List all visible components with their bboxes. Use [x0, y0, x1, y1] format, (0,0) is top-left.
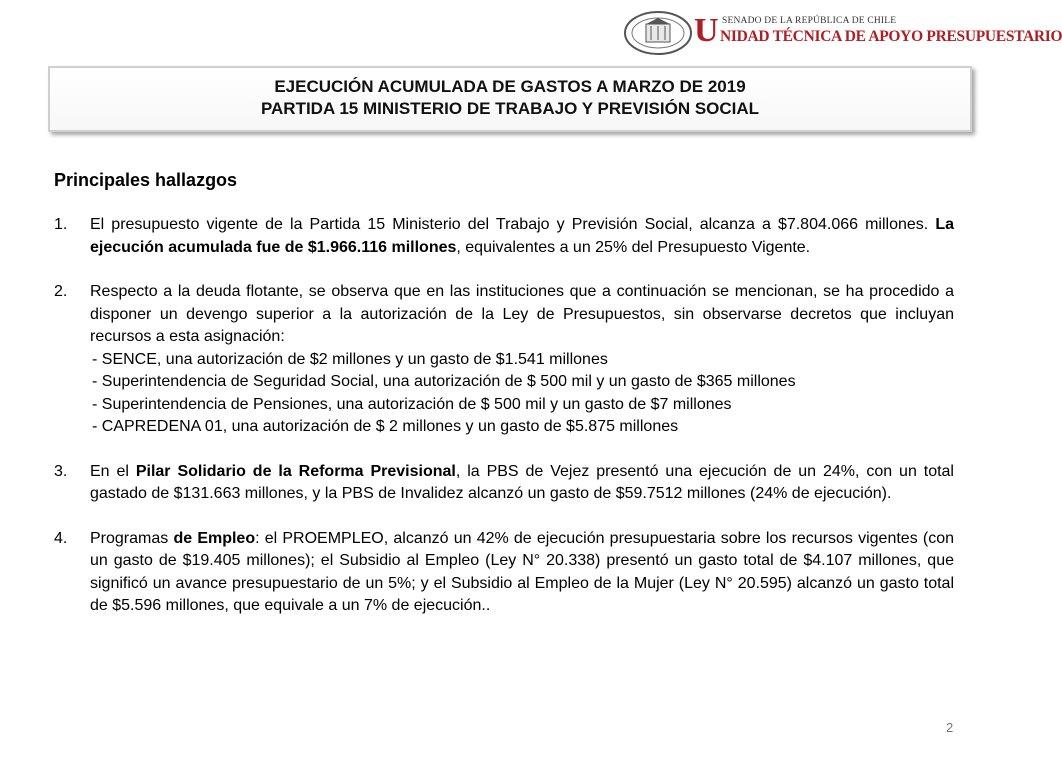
logo-initial: U — [694, 12, 719, 49]
item-text: El presupuesto vigente de la Partida 15 Ministerio del Trabajo y Previsión Social, alcanza a $7.804.066 millones. — [90, 216, 936, 233]
item-text: , equivalentes a un 25% del Presupuesto Vigente. — [456, 238, 811, 256]
finding-item-2 — [54, 281, 954, 439]
section-heading: Principales hallazgos — [54, 170, 238, 190]
senate-seal-icon — [622, 10, 694, 56]
title-line-1: EJECUCIÓN ACUMULADA DE GASTOS A MARZO DE 2019 — [274, 77, 746, 96]
item-bold-text: de Empleo — [173, 529, 256, 547]
findings-content — [54, 168, 954, 640]
logo-bottom-text: NIDAD TÉCNICA DE APOYO PRESUPUESTARIO — [720, 28, 1062, 45]
item-bold-text: Pilar Solidario de la Reforma Previsional — [135, 462, 456, 480]
item-number: 1. — [54, 216, 68, 233]
logo-top-text: SENADO DE LA REPÚBLICA DE CHILE — [722, 16, 897, 26]
sub-item: - Superintendencia de Seguridad Social, una autorización de $ 500 mil y un gasto de $365 millones — [92, 373, 796, 390]
item-text: , la PBS de Vejez presentó una ejecución de un 24%, con un total gastado de $131.663 millones, y la PBS de Invalidez alcanzó un gasto de $59.7512 millones (24% de ejecución). — [90, 462, 954, 502]
title-box — [48, 66, 972, 132]
item-number: 3. — [54, 462, 68, 480]
finding-item-1 — [54, 214, 954, 259]
item-text: Programas — [90, 529, 174, 547]
item-number: 4. — [54, 529, 68, 547]
finding-item-3 — [54, 461, 954, 506]
finding-item-4 — [54, 528, 954, 618]
title-line-2: PARTIDA 15 MINISTERIO DE TRABAJO Y PREVISIÓN SOCIAL — [260, 99, 760, 118]
item-text: En el — [90, 462, 136, 480]
item-number: 2. — [54, 283, 68, 300]
item-bold-text: La ejecución acumulada fue de $1.966.116 millones — [90, 216, 954, 256]
sub-item: - Superintendencia de Pensiones, una autorización de $ 500 mil y un gasto de $7 millones — [92, 395, 732, 413]
page-number: 2 — [946, 720, 954, 735]
sub-item: - SENCE, una autorización de $2 millones y un gasto de $1.541 millones — [92, 350, 608, 368]
logo — [622, 10, 1062, 56]
item-text: Respecto a la deuda flotante, se observa que en las instituciones que a continuación se mencionan, se ha procedido a disponer un devengo superior a la autorización de la Ley de Presupuestos, sin observarse decretos que incluyan recursos a esta asignación: — [90, 283, 954, 345]
sub-item: - CAPREDENA 01, una autorización de $ 2 millones y un gasto de $5.875 millones — [92, 418, 679, 435]
item-text: : el PROEMPLEO, alcanzó un 42% de ejecución presupuestaria sobre los recursos vigentes (con un gasto de $19.405 millones); el Subsidio al Empleo (Ley N° 20.338) presentó un gasto total de $4.107 millones, que significó un avance presupuestario de un 5%; y el Subsidio al Empleo de la Mujer (Ley N° 20.595) alcanzó un gasto total de $5.596 millones, que equivale a un 7% de ejecución.. — [90, 529, 955, 614]
